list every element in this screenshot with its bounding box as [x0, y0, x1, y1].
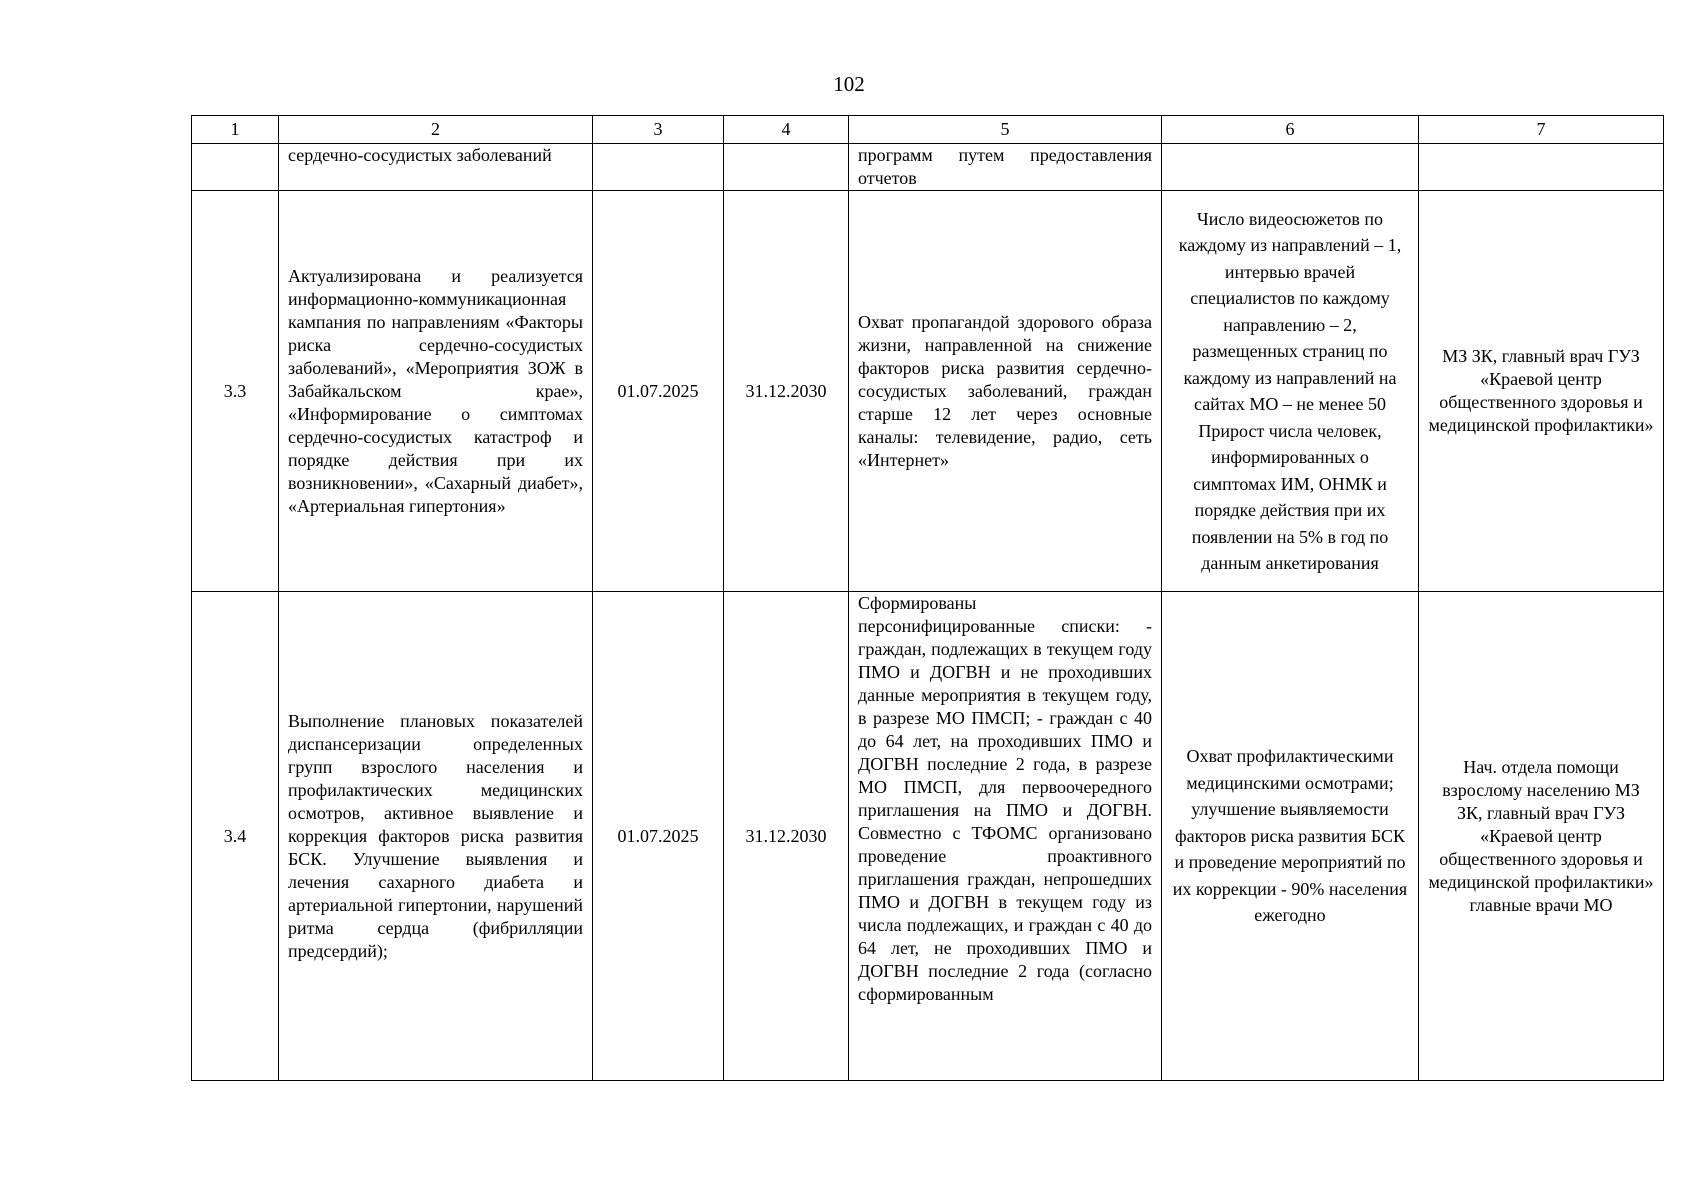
column-number: 5 — [849, 116, 1162, 144]
cell-responsible: МЗ ЗК, главный врач ГУЗ «Краевой центр общественного здоровья и медицинской профилактики» — [1419, 191, 1664, 592]
page-number: 102 — [833, 72, 865, 96]
cell-num: 3.3 — [192, 191, 279, 592]
column-number: 7 — [1419, 116, 1664, 144]
column-number: 1 — [192, 116, 279, 144]
cell-start: 01.07.2025 — [593, 592, 724, 1081]
cell-start: 01.07.2025 — [593, 191, 724, 592]
cell-event: Выполнение плановых показателей диспансеризации определенных групп взрослого населения и профилактических медицинских осмотров, активное выявление и коррекция факторов риска развития БСК. Улучшение выявления и лечения сахарного диабета и артериальной гипертонии, нарушений ритма сердца (фибрилляции предсердий); — [279, 592, 593, 1081]
cell-indicator: Охват профилактическими медицинскими осмотрами; улучшение выявляемости факторов риска развития БСК и проведение мероприятий по их коррекции - 90% населения ежегодно — [1162, 592, 1419, 1081]
column-number: 4 — [724, 116, 849, 144]
cell-end — [724, 144, 849, 191]
column-number: 3 — [593, 116, 724, 144]
cell-result: Сформированы персонифицированные списки: - граждан, подлежащих в текущем году ПМО и ДОГВН и не проходивших данные мероприятия в текущем году, в разрезе МО ПМСП; - граждан с 40 до 64 лет, на проходивших ПМО и ДОГВН последние 2 года, в разрезе МО ПМСП, для первоочередного приглашения на ПМО и ДОГВН. Совместно с ТФОМС организовано проведение проактивного приглашения граждан, непрошедших ПМО и ДОГВН в текущем году из числа подлежащих, и граждан с 40 до 64 лет, не проходивших ПМО и ДОГВН последние 2 года (согласно сформированным — [849, 592, 1162, 1081]
cell-end: 31.12.2030 — [724, 191, 849, 592]
cell-num: 3.4 — [192, 592, 279, 1081]
cell-end: 31.12.2030 — [724, 592, 849, 1081]
cell-indicator: Число видеосюжетов по каждому из направлений – 1, интервью врачей специалистов по каждому направлению – 2, размещенных страниц по каждому из направлений на сайтах МО – не менее 50 Прирост числа человек, информированных о симптомах ИМ, ОНМК и порядке действия при их появлении на 5% в год по данным анкетирования — [1162, 191, 1419, 592]
cell-responsible — [1419, 144, 1664, 191]
cell-result: Охват пропагандой здорового образа жизни, направленной на снижение факторов риска развития сердечно-сосудистых заболеваний, граждан старше 12 лет через основные каналы: телевидение, радио, сеть «Интернет» — [849, 191, 1162, 592]
cell-event: Актуализирована и реализуется информационно-коммуникационная кампания по направлениям «Факторы риска сердечно-сосудистых заболеваний», «Мероприятия ЗОЖ в Забайкальском крае», «Информирование о симптомах сердечно-сосудистых катастроф и порядке действия при их возникновении», «Сахарный диабет», «Артериальная гипертония» — [279, 191, 593, 592]
column-number: 2 — [279, 116, 593, 144]
cell-num — [192, 144, 279, 191]
cell-indicator — [1162, 144, 1419, 191]
cell-result: программ путем предоставления отчетов — [849, 144, 1162, 191]
table-row — [192, 592, 1664, 1081]
continuation-row — [192, 144, 1664, 191]
column-number: 6 — [1162, 116, 1419, 144]
measures-table — [191, 115, 1664, 1081]
column-number-row — [192, 116, 1664, 144]
table-row — [192, 191, 1664, 592]
cell-start — [593, 144, 724, 191]
cell-responsible: Нач. отдела помощи взрослому населению МЗ ЗК, главный врач ГУЗ «Краевой центр общественного здоровья и медицинской профилактики» главные врачи МО — [1419, 592, 1664, 1081]
cell-event: сердечно-сосудистых заболеваний — [279, 144, 593, 191]
